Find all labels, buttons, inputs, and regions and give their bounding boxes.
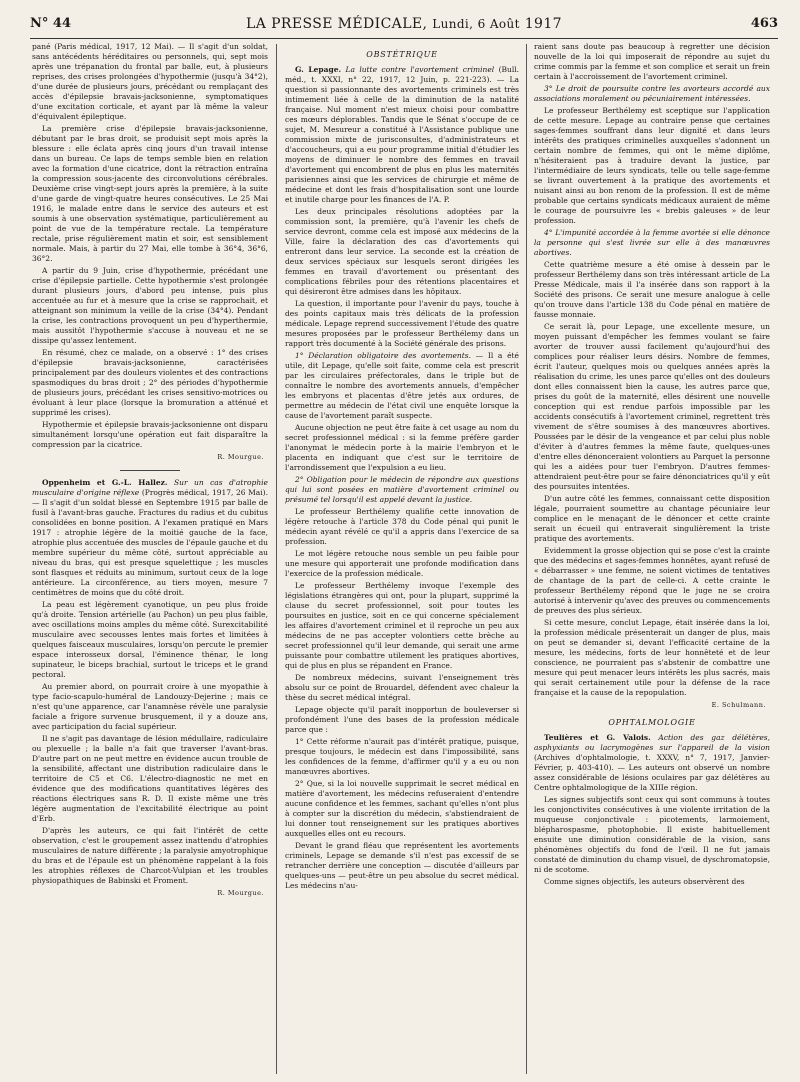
column-middle <box>285 42 519 1076</box>
article-paragraph: Au premier abord, on pourrait croire à une myopathie à type facio-scapulo-huméral de Landouzy-Dejerine ; mais ce n'est qu'une apparence, car l'anamnèse révèle une paralysie faciale a frigore survenue brusquement, il y a douze ans, avec participation du facial supérieur. <box>32 682 268 731</box>
measure-label: 2° Obligation pour le médecin de répondre aux questions qui lui sont posées en matière d'avortement criminel ou présumé tel lorsqu'il est appelé devant la justice. <box>285 475 519 504</box>
page-number: 463 <box>750 16 778 31</box>
article-title: Sur un cas d'atrophie musculaire d'origine réflexe <box>32 478 268 497</box>
measure-label: 1° Déclaration obligatoire des avortements. <box>295 351 471 360</box>
measure-label: 4° L'impunité accordée à la femme avortée si elle dénonce la personne qui s'est livrée sur elle à des manœuvres abortives. <box>534 228 770 257</box>
article-paragraph: D'après les auteurs, ce qui fait l'intérêt de cette observation, c'est le groupement assez inattendu d'atrophies musculaires de nature différente ; la paralysie amyotrophique du bras et de l'épaule est un phénomène rappelant à la fois les atrophies réflexes de Charcot-Vulpian et les troubles physiopathiques de Babinski et Froment. <box>32 826 268 885</box>
article-paragraph: Le mot légère retouche nous semble un peu faible pour une mesure qui apporterait une profonde modification dans l'exercice de la profession médicale. <box>285 549 519 578</box>
article-paragraph: Lepage objecte qu'il paraît inopportun de bouleverser si profondément l'une des bases de la profession médicale parce que : <box>285 705 519 734</box>
column-divider <box>276 44 277 1074</box>
article-intro <box>534 733 770 793</box>
column-right <box>534 42 770 1076</box>
article-paragraph: La première crise d'épilepsie bravais-jacksonienne, débutant par le bras droit, se produisit sept mois après la blessure : elle éclata après cinq jours d'un travail intense dans un bureau. Ce laps de temps semble bien en relation avec la formation d'une cicatrice, dont la rétraction entraîna la compression sous-jacente des circonvolutions cérébrales. Deuxième crise vingt-sept jours après la première, à la suite d'une garde de vingt-quatre heures consécutives. Le 25 Mai 1916, le malade entre dans le service des auteurs et est soumis à une observation systématique, particulièrement au point de vue de la température rectale. La température rectale, prise régulièrement matin et soir, est sensiblement normale. Mais, à partir du 27 Mai, elle tombe à 36°4, 36°6, 36°2. <box>32 124 268 263</box>
article-paragraph: De nombreux médecins, suivant l'enseignement très absolu sur ce point de Brouardel, défendent avec chaleur la thèse du secret médical intégral. <box>285 673 519 702</box>
article-paragraph: D'un autre côté les femmes, connaissant cette disposition légale, pourraient soumettre au chantage pécuniaire leur complice en le menaçant de le dénoncer et cette crainte serait un écueil qui entraverait singulièrement la triste pratique des avortements. <box>534 494 770 543</box>
section-heading: OBSTÉTRIQUE <box>366 50 438 59</box>
article-intro <box>32 478 268 598</box>
article-text: (Bull. méd., t. XXXI, n° 22, 1917, 12 Juin, p. 221-223). — La question si passionnante des avortements criminels est très intimement liée à celle de la diminution de la natalité française. Nul moment n'est mieux choisi pour combattre ces mœurs déplorables. Tandis que le Sénat s'occupe de ce sujet, M. Mesureur a constitué à l'Assistance publique une commission mixte de jurisconsultes, d'administrateurs et d'accoucheurs, qui a eu pour programme initial d'étudier les moyens de diminuer le nombre des femmes en travail d'avortement qui encombrent de plus en plus les maternités parisiennes ainsi que les services de chirurgie et même de médecine et dont les frais d'hospitalisation sont une lourde et inutile charge pour les finances de l'A. P. <box>285 65 519 204</box>
article-title: Action des gaz délétères, asphyxiants ou lacrymogènes sur l'appareil de la vision <box>534 733 770 752</box>
article-paragraph: Le professeur Berthélemy invoque l'exemple des législations étrangères qui ont, pour la plupart, supprimé la clause du secret professionnel, soit pour toutes les poursuites en justice, soit en ce qui concerne spécialement les affaires d'avortement criminel et il reproche un peu aux médecins de ne pas accepter volontiers cette brèche au secret professionnel qu'il leur demande, qui serait une arme puissante pour combattre utilement les pratiques abortives, qui de plus en plus se répandent en France. <box>285 581 519 670</box>
journal-masthead <box>30 16 778 32</box>
article-paragraph: Devant le grand fléau que représentent les avortements criminels, Lepage se demande s'il n'est pas excessif de se retrancher derrière une conception — discutée d'ailleurs par quelques-uns — peut-être un peu absolue du secret médical. Les médecins n'au- <box>285 841 519 890</box>
column-left <box>32 42 268 1076</box>
author-signature: R. Mourgue. <box>217 453 264 461</box>
issue-date: Lundi, 6 Août <box>432 17 520 31</box>
page-header <box>30 16 778 38</box>
article-separator <box>120 470 180 471</box>
issue-year: 1917 <box>524 16 562 32</box>
section-heading: OPHTALMOLOGIE <box>608 718 696 727</box>
article-paragraph: A partir du 9 Juin, crise d'hypothermie, précédant une crise d'épilepsie partielle. Cette hypothermie s'est prolongée durant plusieurs jours, d'abord peu intense, puis plus accentuée au fur et à mesure que la crise se rapprochait, et atteignant son minimum la veille de la crise (34°4). Pendant la crise, les contractions provoquent un peu d'hyperthermie, mais aussitôt l'hypothermie s'accuse à nouveau et ne se dissipe qu'assez lentement. <box>32 266 268 345</box>
article-authors: Oppenheim et G.-L. Hallez. <box>42 478 168 487</box>
article-paragraph <box>285 475 519 505</box>
article-text: (Progrès médical, 1917, 26 Mai). — Il s'agit d'un soldat blessé en Septembre 1915 par balle de fusil à l'avant-bras gauche. Fractures du radius et du cubitus consolidées en bonne position. A l'examen pratiqué en Mars 1917 : atrophie légère de la moitié gauche de la face, atrophie plus accentuée des muscles de l'épaule gauche et du membre supérieur du même côté, surtout appréciable au niveau du bras, qui est presque squelettique ; les muscles sont flasques et réduits au minimum, surtout ceux de la loge antérieure. La circonférence, au tiers moyen, mesure 7 centimètres de moins que du côté droit. <box>32 488 268 597</box>
article-intro <box>285 65 519 205</box>
article-paragraph <box>285 351 519 421</box>
issue-number: N° 44 <box>30 16 71 31</box>
article-paragraph: Evidemment la grosse objection qui se pose c'est la crainte que des médecins et sages-femmes honnêtes, ayant refusé de « débarrasser » une femme, ne soient victimes de tentatives de chantage de la part de celle-ci. A cette crainte le professeur Berthélemy répond que le juge ne se croira autorisé à intervenir qu'avec des preuves ou commencements de preuves des plus sérieux. <box>534 546 770 615</box>
article-authors: Teulières et G. Valois. <box>544 733 651 742</box>
article-paragraph <box>534 228 770 258</box>
author-signature: R. Mourgue. <box>217 889 264 897</box>
article-text: (Archives d'ophtalmologie, t. XXXV, n° 7, 1917, Janvier-Février, p. 403-410). — Les auteurs ont observé un nombre assez considérable de lésions oculaires par gaz délétères au Centre ophtalmologique de la XIIIe région. <box>534 753 770 792</box>
article-paragraph: En résumé, chez ce malade, on a observé : 1° des crises d'épilepsie bravais-jacksonienne, caractérisées principalement par des douleurs violentes et des contractions spasmodiques du bras droit ; 2° des périodes d'hypothermie de plusieurs jours, précédant les crises sensitivo-motrices ou évoluant à leur place (lorsque la bromuration a atténué et supprimé les crises). <box>32 348 268 417</box>
article-paragraph: Le professeur Berthélemy qualifie cette innovation de légère retouche à l'article 378 du Code pénal qui punit le médecin ayant révélé ce qu'il a appris dans l'exercice de sa profession. <box>285 507 519 546</box>
measure-label: 3° Le droit de poursuite contre les avorteurs accordé aux associations moralement ou pécuniairement intéressées. <box>534 84 770 103</box>
article-paragraph: Comme signes objectifs, les auteurs observèrent des <box>544 877 745 886</box>
article-paragraph: La peau est légèrement cyanotique, un peu plus froide qu'à droite. Tension artérielle (au Pachon) un peu plus faible, avec oscillations moins amples du même côté. Surexcitabilité musculaire avec secousses lentes mais fortes et limitées à quelques faisceaux musculaires, lorsqu'on percute le premier espace interosseux dorsal, l'éminence thénar, le long supinateur, le biceps brachial, surtout le triceps et le grand pectoral. <box>32 600 268 679</box>
article-paragraph: Si cette mesure, conclut Lepage, était insérée dans la loi, la profession médicale présenterait un danger de plus, mais on peut se demander si, devant l'efficacité certaine de la mesure, les médecins, forts de leur honnêteté et de leur conscience, ne pourraient pas s'abstenir de combattre une mesure qui peut menacer leurs intérêts les plus sacrés, mais qui serait certainement utile pour la défense de la race française et la cause de la repopulation. <box>534 618 770 697</box>
article-paragraph: Le professeur Berthélemy est sceptique sur l'application de cette mesure. Lepage au contraire pense que certaines sages-femmes souffrant dans leur dignité et dans leurs intérêts des pratiques criminelles auxquelles s'adonnent un certain nombre de femmes, qui ont le même diplôme, n'hésiteraient pas à traduire devant la justice, par l'intermédiaire de leurs syndicats, telle ou telle sage-femme se livrant ouvertement à la pratique des avortements et nuisant ainsi au bon renom de la profession. Il est de même probable que certains syndicats médicaux auraient de même le courage de poursuivre les « brebis galeuses » de leur profession. <box>534 106 770 225</box>
article-paragraph: Cette quatrième mesure a été omise à dessein par le professeur Berthélemy dans son très intéressant article de La Presse Médicale, mais il l'a insérée dans son rapport à la Société des prisons. Ce serait une mesure analogue à celle qu'on trouve dans l'article 138 du Code pénal en matière de fausse monnaie. <box>534 260 770 319</box>
article-paragraph: Il ne s'agit pas davantage de lésion médullaire, radiculaire ou plexuelle ; la balle n'a fait que traverser l'avant-bras. D'autre part on ne peut mettre en évidence aucun trouble de la sensibilité, affectant une distribution radiculaire dans le territoire de C5 et C6. L'électro-diagnostic ne met en évidence que des modifications quantitatives légères des réactions électriques sans R. D. Il existe même une très légère augmentation de l'excitabilité électrique au point d'Erb. <box>32 734 268 823</box>
header-rule <box>30 38 778 39</box>
journal-title: LA PRESSE MÉDICALE, <box>246 16 428 32</box>
article-authors: G. Lepage. <box>295 65 342 74</box>
article-paragraph: La question, il importante pour l'avenir du pays, touche à des points capitaux mais très délicats de la profession médicale. Lepage reprend successivement l'étude des quatre mesures proposées par le professeur Berthélemy dans un rapport très documenté à la Société générale des prisons. <box>285 299 519 348</box>
article-paragraph: Ce serait là, pour Lepage, une excellente mesure, un moyen puissant d'empêcher les femmes voulant se faire avorter de trouver aussi facilement qu'aujourd'hui des complices pour réaliser leurs désirs. Nombre de femmes, écrit l'auteur, quelques mois ou quelques années après la réalisation du crime, les unes parce qu'elles ont des douleurs dont elles connaissent bien la cause, les autres parce que, prises du goût de la maternité, elles désirent une nouvelle conception qui est rendue parfois impossible par les accidents consécutifs à l'avortement criminel, regrettent très vivement de s'être soumises à des manœuvres abortives. Poussées par le désir de la vengeance et par celui plus noble d'éviter à d'autres femmes la même faute, quelques-unes d'entre elles dénonceraient volontiers au Parquet la personne qui les a aidées pour tuer l'embryon. D'autres femmes-attendraient peut-être pour se faire dénonciatrices qu'il y eût des poursuites intentées. <box>534 322 770 491</box>
article-paragraph: raient sans doute pas beaucoup à regretter une décision nouvelle de la loi qui imposerait de répondre au sujet du crime commis par la femme et son complice et serait un frein certain à l'accroissement de l'avortement criminel. <box>534 42 770 81</box>
article-paragraph: pané (Paris médical, 1917, 12 Mai). — Il s'agit d'un soldat, sans antécédents héréditaires ou personnels, qui, sept mois après une trépanation du frontal par balle, eut, à plusieurs reprises, des crises prolongées d'hypothermie (jusqu'à 34°2), d'une durée de plusieurs jours, précédant ou remplaçant des accès d'épilepsie bravais-jacksonienne, symptomatiques d'une excitation corticale, et ayant par là même la valeur d'équivalent épileptique. <box>32 42 268 121</box>
article-paragraph: Hypothermie et épilepsie bravais-jacksonienne ont disparu simultanément lorsqu'une opération eut fait disparaître la compression par la cicatrice. <box>32 420 268 449</box>
article-paragraph: 1° Cette réforme n'aurait pas d'intérêt pratique, puisque, presque toujours, le médecin est dans l'impossibilité, sans les confidences de la femme, d'affirmer qu'il y a eu ou non manœuvres abortives. <box>285 737 519 776</box>
article-text: — Il a été utile, dit Lepage, qu'elle soit faite, comme cela est prescrit par les circulaires préfectorales, dans le triple but de connaître le nombre des avortements annuels, d'empêcher les embryons et placentas d'être jetés aux ordures, de permettre au médecin de l'état civil une enquête lorsque la cause de l'avortement paraît suspecte. <box>285 351 519 420</box>
article-paragraph: Les deux principales résolutions adoptées par la commission sont, la première, qu'à l'avenir les chefs de service devront, comme cela est imposé aux médecins de la Ville, faire la déclaration des cas d'avortements qui entreront dans leur service. La seconde est la création de deux services spéciaux sur lesquels seront dirigées les femmes en travail d'avortement ou présentant des complications fébriles pour des rétentions placentaires et qui désireront être admises dans les hôpitaux. <box>285 207 519 296</box>
article-paragraph <box>534 84 770 104</box>
article-paragraph: 2° Que, si la loi nouvelle supprimait le secret médical en matière d'avortement, les médecins refuseraient d'entendre aucune confidence et les femmes, sachant qu'elles n'ont plus à compter sur la discrétion du médecin, s'abstiendraient de lui donner tout renseignement sur les pratiques abortives auxquelles elles ont eu recours. <box>285 779 519 838</box>
author-signature: E. Schulmann. <box>711 701 766 709</box>
column-divider <box>526 44 527 1074</box>
article-paragraph: Aucune objection ne peut être faite à cet usage au nom du secret professionnel médical : si la femme préfère garder l'anonymat le médecin porte à la mairie l'embryon et le placenta en indiquant que c'est sur le territoire de l'arrondissement que l'expulsion a eu lieu. <box>285 423 519 472</box>
article-paragraph: Les signes subjectifs sont ceux qui sont communs à toutes les conjonctivites consécutives à une violente irritation de la muqueuse conjonctivale : picotements, larmoiement, blépharospasme, photophobie. Il existe habituellement ensuite une diminution considérable de la vision, sans phénomènes objectifs du fond de l'œil. Il ne fut jamais constaté de diminution du champ visuel, de dyschromatopsie, ni de scotome. <box>534 795 770 874</box>
article-title: La lutte contre l'avortement criminel <box>345 65 495 74</box>
